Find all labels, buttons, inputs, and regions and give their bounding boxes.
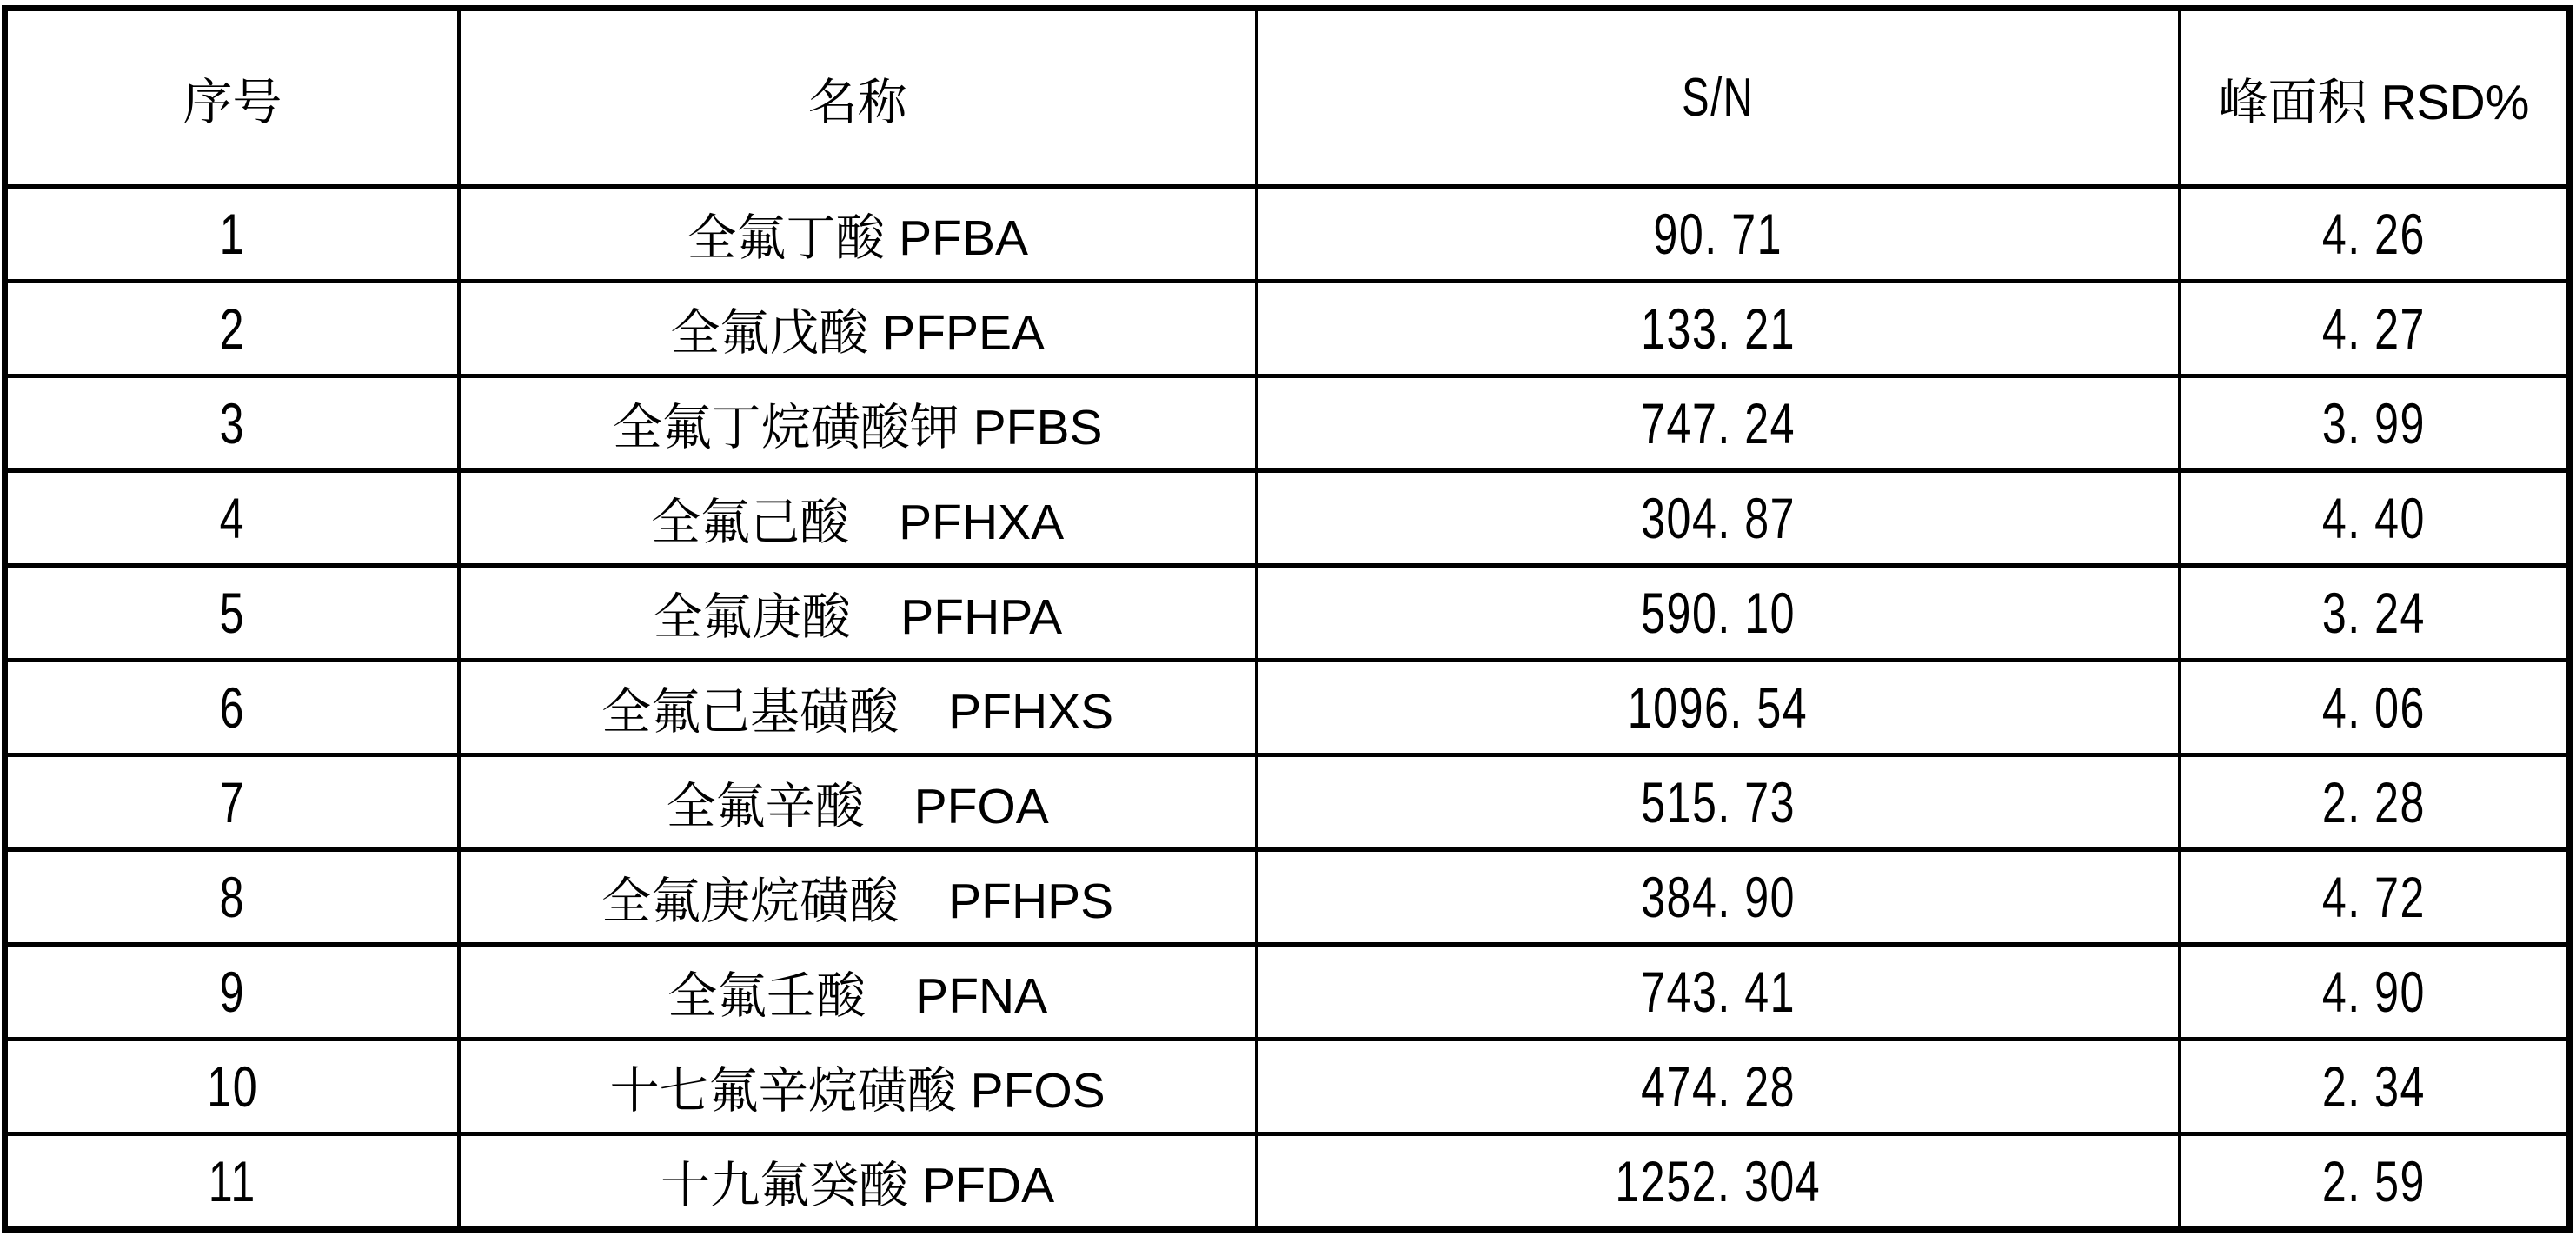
table-row: [5, 187, 2570, 282]
cell-rsd: [2180, 944, 2570, 1039]
rsd-value: 2. 59: [2321, 1148, 2427, 1213]
cell-sn: [1257, 470, 2180, 565]
cell-name: 全氟辛酸 PFOA: [459, 754, 1257, 849]
cell-name: 全氟壬酸 PFNA: [459, 944, 1257, 1039]
sn-value: 1252. 304: [1615, 1148, 1822, 1213]
rsd-value: 2. 34: [2321, 1053, 2427, 1119]
sn-value: 133. 21: [1640, 296, 1796, 361]
cell-sn: [1257, 281, 2180, 375]
cell-rsd: [2180, 375, 2570, 470]
index-value: 8: [219, 864, 246, 929]
rsd-value: 4. 26: [2321, 201, 2427, 266]
sn-value: 90. 71: [1653, 201, 1783, 266]
sn-value: 743. 41: [1640, 959, 1796, 1024]
index-value: 4: [219, 485, 246, 550]
cell-rsd: [2180, 660, 2570, 754]
header-name: 名称: [459, 9, 1257, 187]
table-header-row: [5, 9, 2570, 187]
table-row: [5, 849, 2570, 944]
sn-value: 384. 90: [1640, 864, 1796, 929]
sn-value: 474. 28: [1640, 1053, 1796, 1119]
cell-name: 全氟庚酸 PFHPA: [459, 565, 1257, 660]
cell-name: 全氟戊酸 PFPEA: [459, 281, 1257, 375]
cell-rsd: [2180, 754, 2570, 849]
cell-name: 全氟庚烷磺酸 PFHPS: [459, 849, 1257, 944]
cell-index: [5, 1133, 459, 1229]
index-value: 1: [219, 201, 246, 266]
table-row: [5, 1133, 2570, 1229]
index-value: 6: [219, 674, 246, 740]
sn-value: 590. 10: [1640, 580, 1796, 645]
rsd-value: 4. 40: [2321, 485, 2427, 550]
sn-value: 747. 24: [1640, 390, 1796, 455]
index-value: 11: [208, 1148, 256, 1213]
cell-sn: [1257, 375, 2180, 470]
cell-sn: [1257, 660, 2180, 754]
table-row: [5, 1039, 2570, 1133]
table-row: [5, 470, 2570, 565]
table-row: [5, 565, 2570, 660]
cell-name: 全氟己酸 PFHXA: [459, 470, 1257, 565]
rsd-value: 4. 72: [2321, 864, 2427, 929]
table-row: [5, 660, 2570, 754]
header-sn: [1257, 9, 2180, 187]
cell-rsd: [2180, 849, 2570, 944]
cell-rsd: [2180, 1133, 2570, 1229]
cell-name: 全氟丁烷磺酸钾 PFBS: [459, 375, 1257, 470]
rsd-value: 4. 27: [2321, 296, 2427, 361]
cell-name: 十七氟辛烷磺酸 PFOS: [459, 1039, 1257, 1133]
header-rsd: 峰面积 RSD%: [2180, 9, 2570, 187]
cell-index: [5, 187, 459, 282]
index-value: 2: [219, 296, 246, 361]
index-value: 3: [219, 390, 246, 455]
rsd-value: 2. 28: [2321, 769, 2427, 834]
index-value: 9: [219, 959, 246, 1024]
sn-value: 304. 87: [1640, 485, 1796, 550]
cell-index: [5, 470, 459, 565]
rsd-value: 3. 24: [2321, 580, 2427, 645]
table-row: [5, 375, 2570, 470]
cell-name: 十九氟癸酸 PFDA: [459, 1133, 1257, 1229]
cell-rsd: [2180, 470, 2570, 565]
cell-index: [5, 754, 459, 849]
cell-index: [5, 1039, 459, 1133]
cell-index: [5, 375, 459, 470]
index-value: 5: [219, 580, 246, 645]
index-value: 10: [206, 1053, 258, 1119]
cell-rsd: [2180, 187, 2570, 282]
rsd-value: 4. 06: [2321, 674, 2427, 740]
sn-value: 1096. 54: [1628, 674, 1809, 740]
table-row: [5, 754, 2570, 849]
cell-name: 全氟丁酸 PFBA: [459, 187, 1257, 282]
header-sn-label: S/N: [1682, 68, 1755, 128]
cell-sn: [1257, 1039, 2180, 1133]
cell-rsd: [2180, 1039, 2570, 1133]
index-value: 7: [219, 769, 246, 834]
table-row: [5, 281, 2570, 375]
rsd-value: 3. 99: [2321, 390, 2427, 455]
sn-value: 515. 73: [1640, 769, 1796, 834]
cell-sn: [1257, 565, 2180, 660]
header-index: 序号: [5, 9, 459, 187]
cell-sn: [1257, 754, 2180, 849]
results-table: [2, 5, 2573, 1233]
cell-rsd: [2180, 281, 2570, 375]
table-row: [5, 944, 2570, 1039]
cell-sn: [1257, 944, 2180, 1039]
cell-sn: [1257, 849, 2180, 944]
rsd-value: 4. 90: [2321, 959, 2427, 1024]
cell-index: [5, 660, 459, 754]
cell-sn: [1257, 1133, 2180, 1229]
cell-sn: [1257, 187, 2180, 282]
cell-name: 全氟己基磺酸 PFHXS: [459, 660, 1257, 754]
cell-rsd: [2180, 565, 2570, 660]
cell-index: [5, 849, 459, 944]
cell-index: [5, 565, 459, 660]
cell-index: [5, 281, 459, 375]
cell-index: [5, 944, 459, 1039]
